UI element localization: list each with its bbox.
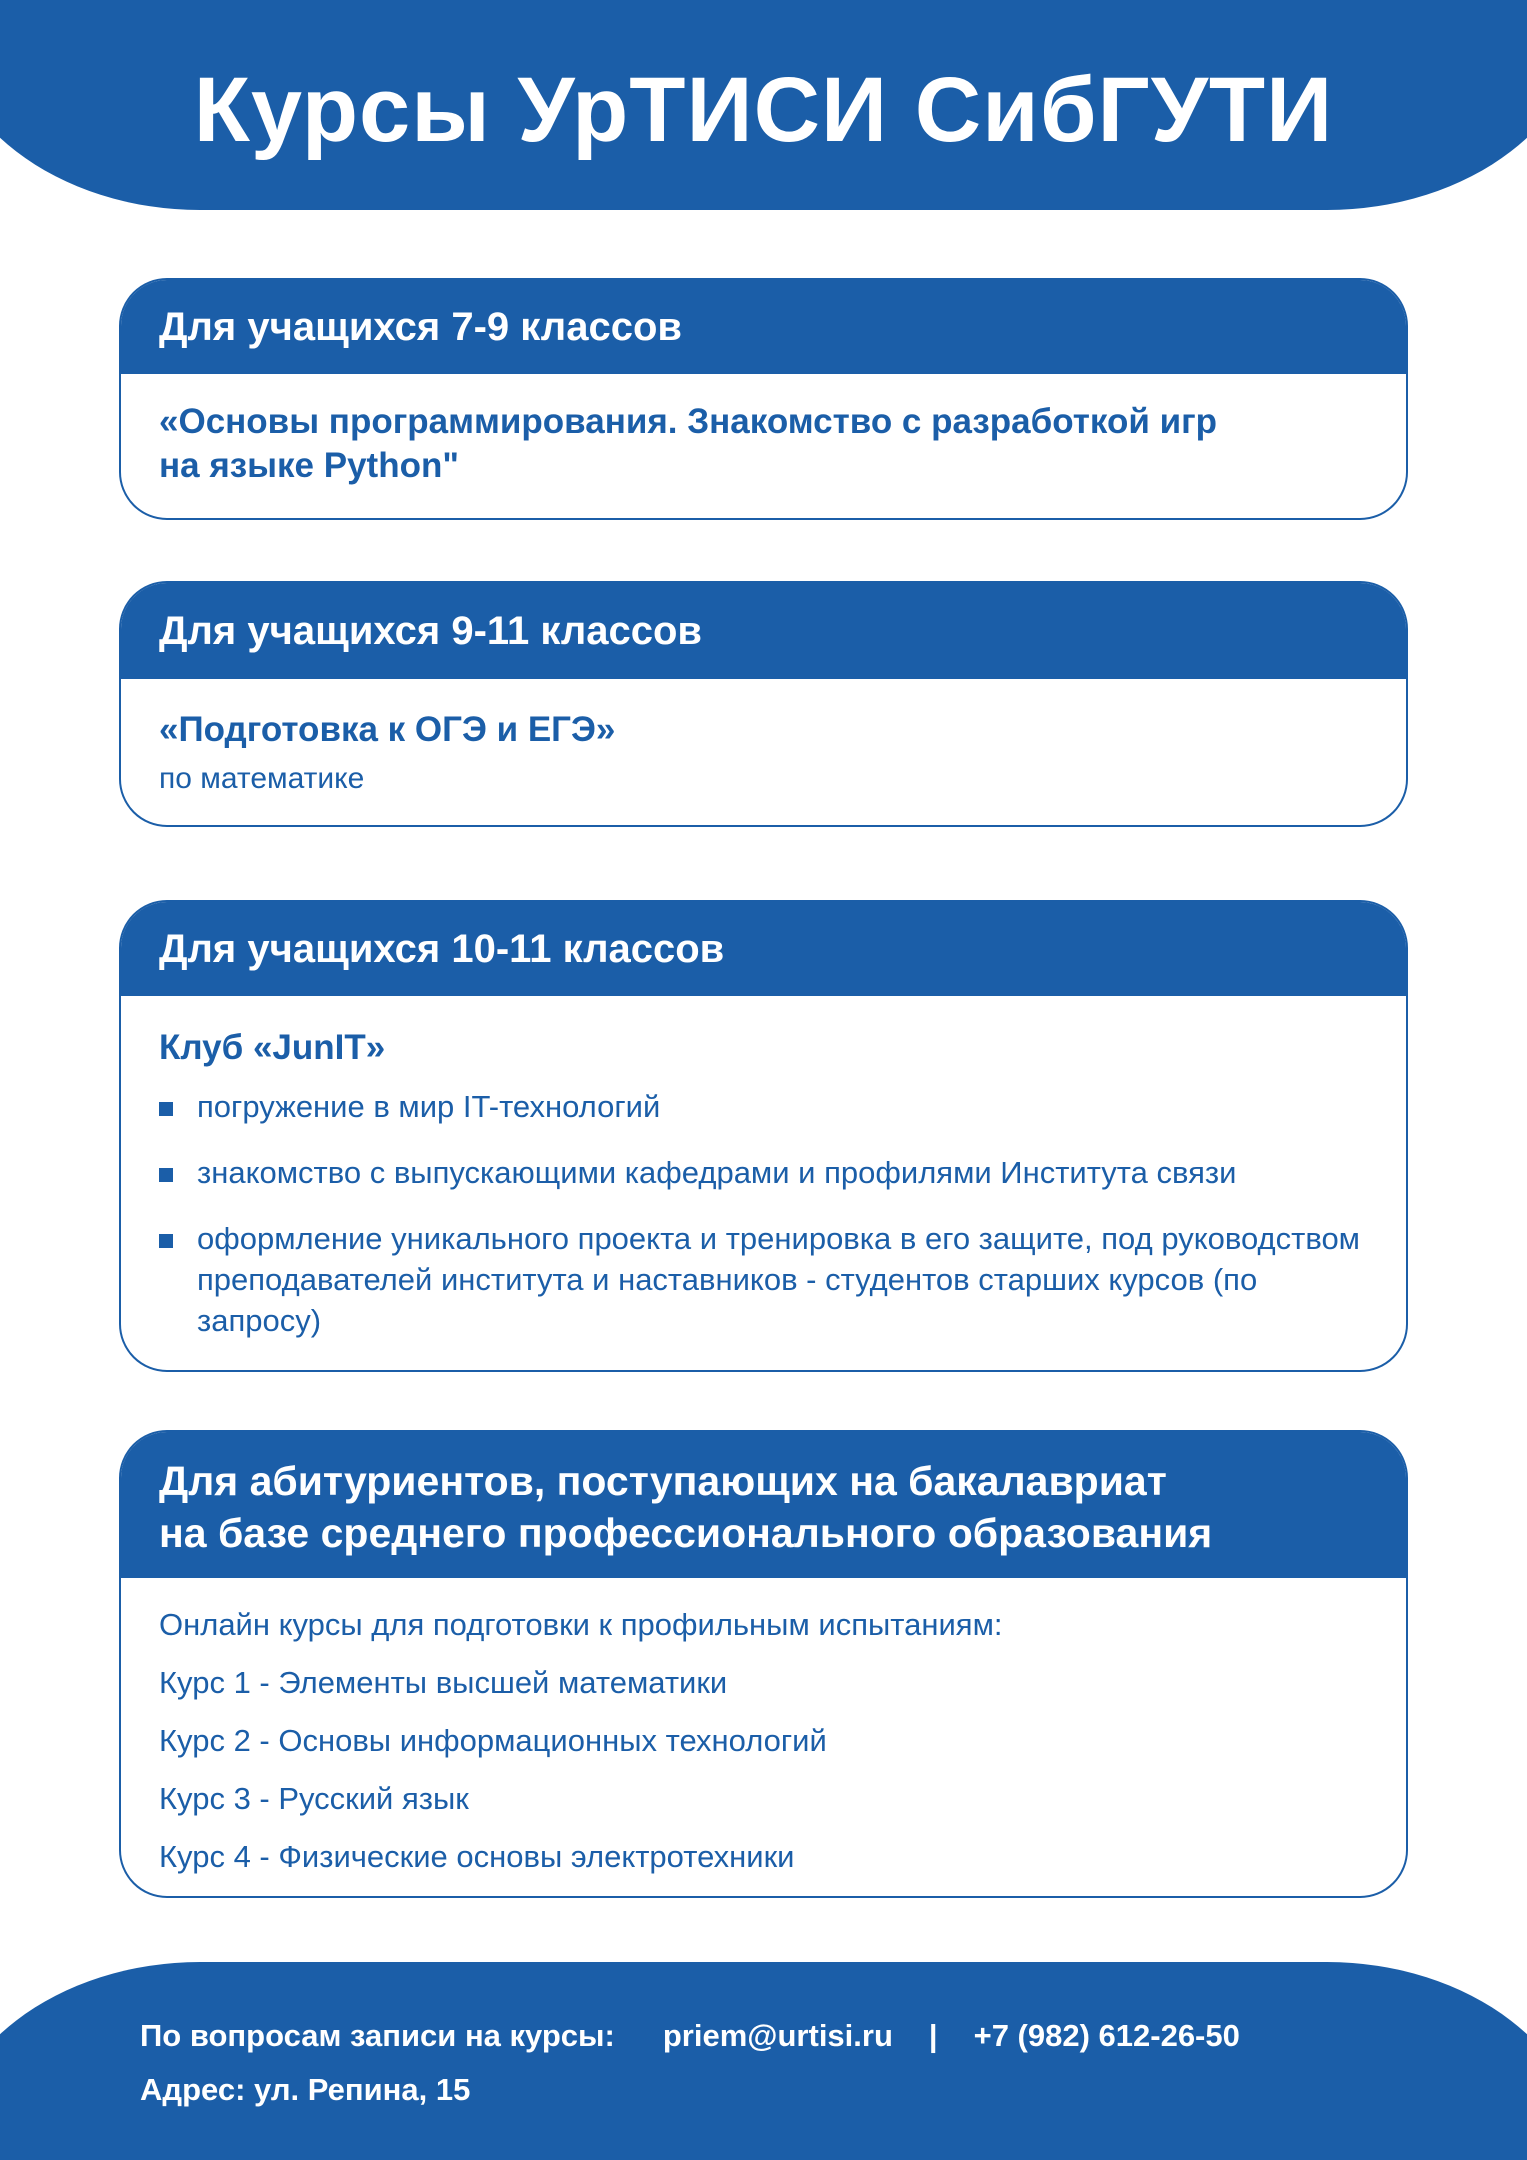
page-title: Курсы УрТИСИ СибГУТИ bbox=[193, 59, 1334, 161]
card-body bbox=[121, 996, 1406, 1341]
course-subject: по математике bbox=[159, 762, 365, 795]
card-title-line-2: на базе среднего профессионального образования bbox=[159, 1510, 1213, 1556]
phone-link[interactable]: +7 (982) 612-26-50 bbox=[973, 2018, 1240, 2053]
list-item-text: оформление уникального проекта и тренировка в его защите, под руководством преподавателей института и наставников - студентов старших курсов (по запросу) bbox=[197, 1221, 1360, 1338]
footer-banner bbox=[0, 1962, 1527, 2160]
club-feature-list bbox=[159, 1086, 1368, 1341]
list-item-text: знакомство с выпускающими кафедрами и профилями Института связи bbox=[197, 1155, 1237, 1190]
email-link[interactable]: priem@urtisi.ru bbox=[662, 2018, 893, 2053]
list-item-text: погружение в мир IT-технологий bbox=[197, 1089, 661, 1124]
course-item: Курс 3 - Русский язык bbox=[159, 1781, 469, 1816]
card-title: Для учащихся 9-11 классов bbox=[121, 583, 1406, 679]
card-grades-10-11 bbox=[119, 900, 1408, 1372]
square-bullet-icon bbox=[159, 1168, 173, 1182]
card-applicants bbox=[119, 1430, 1408, 1898]
list-item bbox=[159, 1086, 1368, 1127]
footer-label: По вопросам записи на курсы: bbox=[140, 2018, 615, 2053]
card-body bbox=[121, 679, 1406, 805]
course-name-line-2: на языке Python" bbox=[159, 446, 459, 485]
list-item bbox=[159, 1152, 1368, 1193]
list-item bbox=[159, 1218, 1368, 1341]
course-item: Курс 1 - Элементы высшей математики bbox=[159, 1665, 728, 1700]
square-bullet-icon bbox=[159, 1102, 173, 1116]
card-title: Для учащихся 10-11 классов bbox=[121, 902, 1406, 996]
card-body bbox=[121, 1578, 1406, 1886]
course-item: Курс 4 - Физические основы электротехники bbox=[159, 1839, 795, 1874]
card-body bbox=[121, 374, 1406, 488]
footer-contact-row bbox=[140, 2018, 1240, 2054]
card-grades-9-11 bbox=[119, 581, 1408, 827]
card-title: Для учащихся 7-9 классов bbox=[121, 280, 1406, 374]
card-grades-7-9 bbox=[119, 278, 1408, 520]
card-title bbox=[121, 1432, 1406, 1578]
separator: | bbox=[928, 2018, 938, 2053]
square-bullet-icon bbox=[159, 1234, 173, 1248]
course-name-line-1: «Основы программирования. Знакомство с разработкой игр bbox=[159, 402, 1218, 441]
card-title-line-1: Для абитуриентов, поступающих на бакалавриат bbox=[159, 1458, 1167, 1504]
courses-intro: Онлайн курсы для подготовки к профильным испытаниям: bbox=[159, 1607, 1003, 1642]
course-name: «Подготовка к ОГЭ и ЕГЭ» bbox=[159, 710, 616, 749]
footer-address: Адрес: ул. Репина, 15 bbox=[140, 2072, 471, 2107]
club-name: Клуб «JunIT» bbox=[159, 1028, 386, 1067]
course-item: Курс 2 - Основы информационных технологий bbox=[159, 1723, 827, 1758]
